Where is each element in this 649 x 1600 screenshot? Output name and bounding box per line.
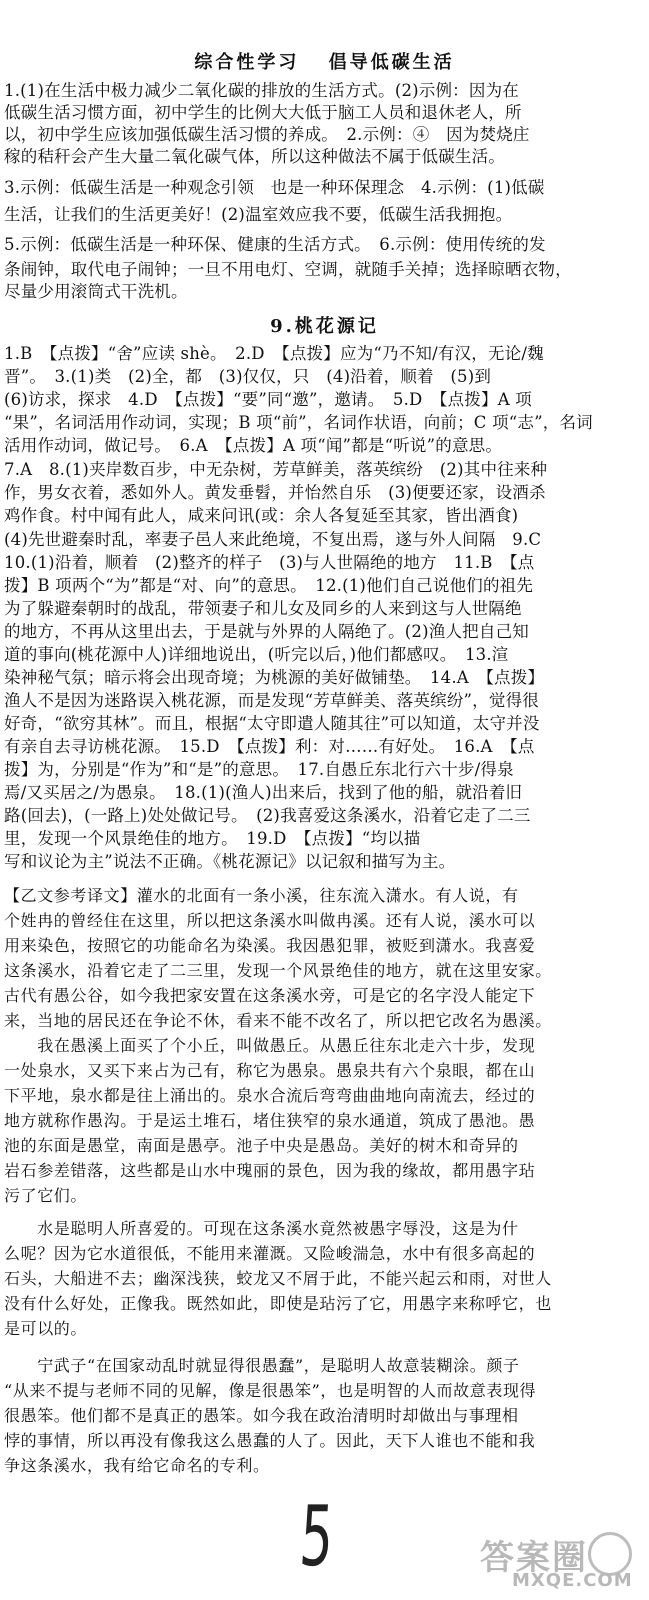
- translation-line: 【乙文参考译文】灌水的北面有一条小溪，往东流入潇水。有人说，有: [4, 886, 519, 905]
- answer-line: 焉/又买居之/为愚泉。 18.(1)(渔人)出来后，找到了他的船，就沿着旧: [4, 783, 523, 802]
- translation-line: 这条溪水，沿着它走了二三里，发现一个风景绝佳的地方，就在这里安家。: [4, 961, 552, 980]
- translation-line: 岩石参差错落，这些都是山水中瑰丽的景色，因为我的缘故，都用愚字玷: [4, 1161, 536, 1180]
- translation-line: 池的东面是愚堂，南面是愚亭。池子中央是愚岛。美好的树木和奇异的: [4, 1136, 519, 1155]
- translation-line: 没有什么好处，正像我。既然如此，即使是玷污了它，用愚字来称呼它，也: [4, 1294, 552, 1313]
- watermark-url: MXQE.COM: [512, 1570, 633, 1591]
- translation-line: 污了它们。: [4, 1186, 88, 1205]
- answer-line: 里，发现一个风景绝佳的地方。 19.D 【点拨】“均以描: [4, 829, 421, 848]
- translation-line: 来，当地的居民还在争论不休，看来不能不改名了，所以把它改名为愚溪。: [4, 1011, 552, 1030]
- answer-line: 3.示例：低碳生活是一种观念引领 也是一种环保理念 4.示例：(1)低碳: [4, 178, 545, 197]
- answer-line: 渔人不是因为迷路误入桃花源，而是发现“芳草鲜美、落英缤纷”，觉得很: [4, 691, 539, 710]
- answer-line: 低碳生活习惯方面，初中学生的比例大大低于脑工人员和退休老人，所: [4, 103, 522, 122]
- translation-line: 宁武子“在国家动乱时就显得很愚蠢”，是聪明人故意装糊涂。颜子: [4, 1356, 520, 1375]
- translation-line: 是可以的。: [4, 1319, 88, 1338]
- answer-line: 条闹钟，取代电子闹钟；一旦不用电灯、空调，就随手关掉；选择晾晒衣物，: [4, 260, 572, 279]
- section-title-taohuayuan: 9.桃花源记: [270, 316, 379, 337]
- translation-line: 石头，大船进不去；幽深浅狭，蛟龙又不屑于此，不能兴起云和雨，对世人: [4, 1269, 552, 1288]
- translation-line: 我在愚溪上面买了个小丘，叫做愚丘。从愚丘往东北走六十步，发现: [4, 1036, 536, 1055]
- answer-line: 为了躲避秦朝时的战乱，带领妻子和儿女及同乡的人来到这与人世隔绝: [4, 599, 522, 618]
- answer-line: 7.A 8.(1)夹岸数百步，中无杂树，芳草鲜美，落英缤纷 (2)其中往来种: [4, 460, 548, 479]
- watermark: [470, 1530, 645, 1596]
- answer-line: 活用作动词，做记号。 6.A 【点拨】A 项“闻”都是“听说”的意思。: [4, 436, 503, 455]
- translation-line: 争这条溪水，我有给它命名的专利。: [4, 1456, 270, 1475]
- translation-line: 个姓冉的曾经住在这里，所以把这条溪水叫做冉溪。还有人说，溪水可以: [4, 911, 536, 930]
- answer-line: 5.示例：低碳生活是一种环保、健康的生活方式。 6.示例：使用传统的发: [4, 235, 546, 254]
- translation-line: 用来染色，按照它的功能命名为染溪。我因愚犯罪，被贬到潇水。我喜爱: [4, 936, 536, 955]
- translation-line: “从来不提与老师不同的见解，像是很愚笨”，也是明智的人而故意表现得: [4, 1381, 537, 1400]
- answer-line: 写和议论为主”说法不正确。《桃花源记》以记叙和描写为主。: [4, 852, 456, 871]
- section-title-low-carbon: [0, 48, 649, 74]
- answer-line: 晋”。 3.(1)类 (2)全，都 (3)仅仅，只 (4)沿着，顺着 (5)到: [4, 367, 492, 386]
- translation-line: 悖的事情，所以再没有像我这么愚蠢的人了。因此，天下人谁也不能和我: [4, 1431, 536, 1450]
- translation-line: 水是聪明人所喜爱的。可现在这条溪水竟然被愚字辱没，这是为什: [4, 1219, 519, 1238]
- answer-line: 拨】为，分别是“作为”和“是”的意思。 17.自愚丘东北行六十步/得泉: [4, 760, 514, 779]
- translation-line: 古代有愚公谷，如今我把家安置在这条溪水旁，可是它的名字没人能定下: [4, 986, 536, 1005]
- translation-line: 下平地，泉水都是往上涌出的。泉水合流后弯弯曲曲地向南流去，经过的: [4, 1086, 536, 1105]
- translation-line: 么呢？因为它水道很低，不能用来灌溉。又险峻湍急，水中有很多高起的: [4, 1244, 536, 1263]
- answer-line: 路(回去)，(一路上)处处做记号。 (2)我喜爱这条溪水，沿着它走了二三: [4, 806, 531, 825]
- answer-line: 尽量少用滚筒式干洗机。: [4, 282, 188, 301]
- answer-line: “果”，名词活用作动词，实现；B 项“前”，名词作状语，向前；C 项“志”，名词: [4, 413, 593, 432]
- answer-line: 生活，让我们的生活更美好！(2)温室效应我不要，低碳生活我拥抱。: [4, 205, 513, 224]
- translation-line: 地方就称作愚沟。于是运土堆石，堵住狭窄的泉水通道，筑成了愚池。愚: [4, 1111, 536, 1130]
- translation-line: 很愚笨。他们都不是真正的愚笨。如今我在政治清明时却做出与事理相: [4, 1406, 519, 1425]
- answer-line: 1.(1)在生活中极力减少二氧化碳的排放的生活方式。(2)示例：因为在: [4, 81, 519, 100]
- watermark-text: 答案圈: [480, 1538, 588, 1578]
- answer-line: 作，男女衣着，悉如外人。黄发垂髫，并怡然自乐 (3)便要还家，设酒杀: [4, 483, 546, 502]
- answer-line: (4)先世避秦时乱，率妻子邑人来此绝境，不复出焉，遂与外人间隔 9.C: [4, 530, 542, 549]
- answer-line: 1.B 【点拨】“舍”应读 shè。 2.D 【点拨】应为“乃不知/有汉，无论/魏: [4, 344, 544, 363]
- section-title-right: 倡导低碳生活: [328, 52, 455, 73]
- section-title-left: 综合性学习: [194, 52, 300, 73]
- answer-line: 10.(1)沿着，顺着 (2)整齐的样子 (3)与人世隔绝的地方 11.B 【点: [4, 553, 535, 572]
- answer-line: 染神秘气氛；暗示将会出现奇境；为桃源的美好做铺垫。 14.A 【点拨】: [4, 668, 545, 687]
- answer-line: 道的事向(桃花源中人)详细地说出，(听完以后，)他们都感叹。 13.渲: [4, 645, 509, 664]
- page-number: 5: [296, 1490, 337, 1586]
- answer-line: (6)访求，探求 4.D 【点拨】“要”同“邀”，邀请。 5.D 【点拨】A 项: [4, 390, 532, 409]
- answer-line: 有亲自去寻访桃花源。 15.D 【点拨】利：对……有好处。 16.A 【点: [4, 737, 535, 756]
- answer-line: 的地方，不再从这里出去，于是就与外界的人隔绝了。(2)渔人把自己知: [4, 622, 529, 641]
- answer-line: 鸡作食。村中闻有此人，咸来问讯(或：余人各复延至其家，皆出酒食): [4, 506, 519, 525]
- answer-line: 拨】B 项两个“为”都是“对、向”的意思。 12.(1)他们自己说他们的祖先: [4, 576, 534, 595]
- answer-line: 稼的秸秆会产生大量二氧化碳气体，所以这种做法不属于低碳生活。: [4, 147, 505, 166]
- answer-line: 以，初中学生应该加强低碳生活习惯的养成。 2.示例：④ 因为焚烧庄: [4, 125, 530, 144]
- translation-line: 一处泉水，又买下来占为己有，称它为愚泉。愚泉共有六个泉眼，都在山: [4, 1061, 536, 1080]
- answer-line: 好奇，“欲穷其林”。而且，根据“太守即遣人随其往”可以知道，太守并没: [4, 714, 540, 733]
